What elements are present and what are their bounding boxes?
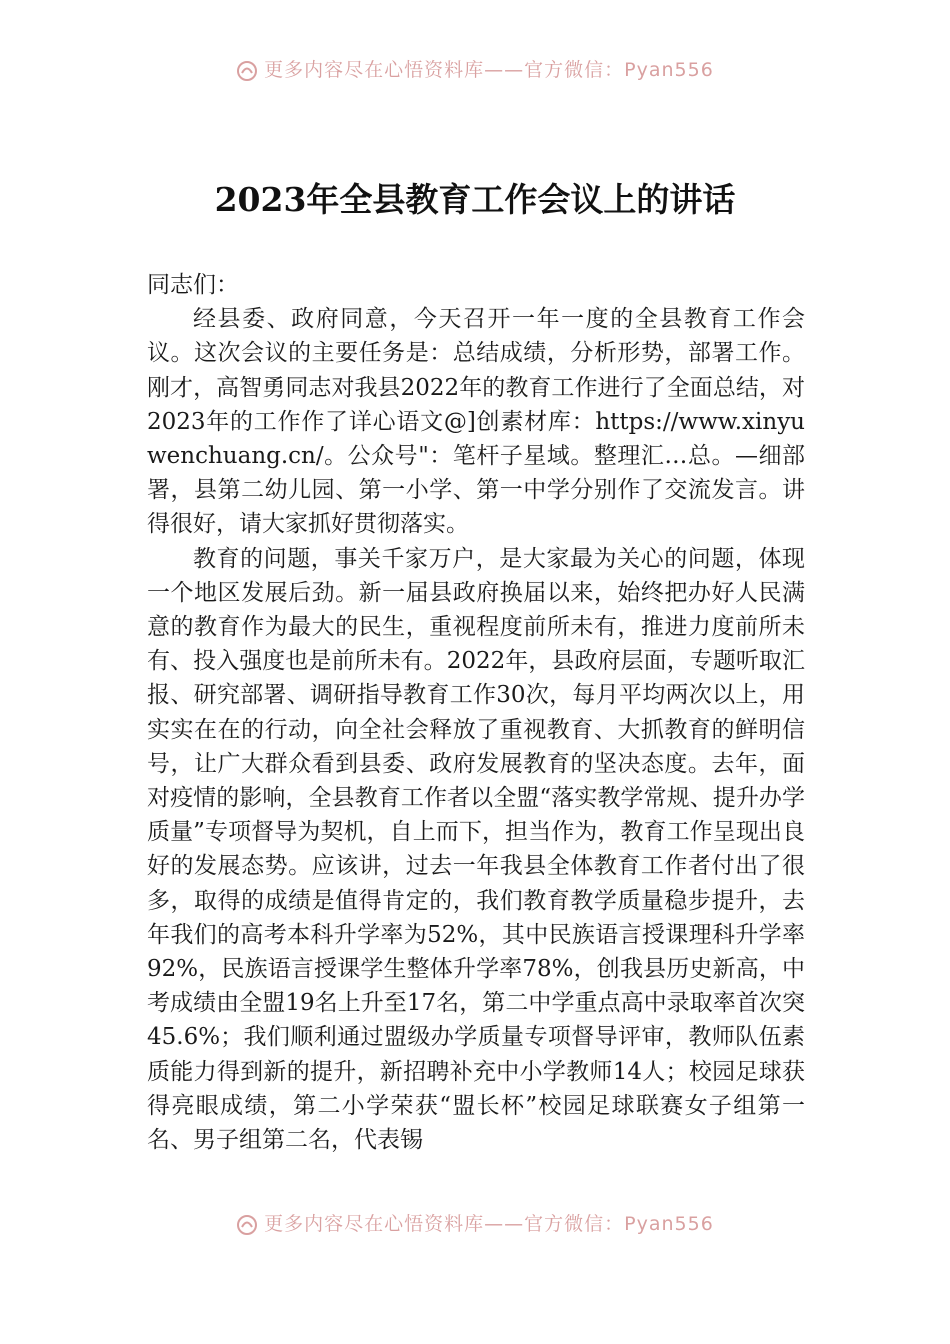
document-body (147, 268, 805, 1157)
document-title: 2023年全县教育工作会议上的讲话 (214, 180, 736, 219)
salutation: 同志们： (147, 272, 239, 298)
footer-watermark (0, 1212, 950, 1236)
watermark-text: 更多内容尽在心悟资料库——官方微信：Pyan556 (264, 59, 714, 81)
paragraph-1: 经县委、政府同意，今天召开一年一度的全县教育工作会议。这次会议的主要任务是：总结成绩，分析形势，部署工作。刚才，高智勇同志对我县2022年的教育工作进行了全面总结，对2023年的工作作了详心语文@]创素材库：https://www.xinyuwenchuang.cn/。公众号"：笔杆子星域。整理汇…总。—细部署，县第二幼儿园、第一小学、第一中学分别作了交流发言。讲得很好，请大家抓好贯彻落实。 (147, 306, 805, 538)
watermark-text: 更多内容尽在心悟资料库——官方微信：Pyan556 (264, 1213, 714, 1235)
watermark-logo-icon (236, 60, 258, 82)
paragraph-2: 教育的问题，事关千家万户，是大家最为关心的问题，体现一个地区发展后劲。新一届县政府换届以来，始终把办好人民满意的教育作为最大的民生，重视程度前所未有，推进力度前所未有、投入强度也是前所未有。2022年，县政府层面，专题听取汇报、研究部署、调研指导教育工作30次，每月平均两次以上，用实实在在的行动，向全社会释放了重视教育、大抓教育的鲜明信号，让广大群众看到县委、政府发展教育的坚决态度。去年，面对疫情的影响，全县教育工作者以全盟“落实教学常规、提升办学质量”专项督导为契机，自上而下，担当作为，教育工作呈现出良好的发展态势。应该讲，过去一年我县全体教育工作者付出了很多，取得的成绩是值得肯定的，我们教育教学质量稳步提升，去年我们的高考本科升学率为52%，其中民族语言授课理科升学率92%，民族语言授课学生整体升学率78%，创我县历史新高，中考成绩由全盟19名上升至17名，第二中学重点高中录取率首次突45.6%；我们顺利通过盟级办学质量专项督导评审，教师队伍素质能力得到新的提升，新招聘补充中小学教师14人；校园足球获得亮眼成绩，第二小学荣获“盟长杯”校园足球联赛女子组第一名、男子组第二名，代表锡 (147, 545, 805, 1154)
header-watermark (0, 58, 950, 82)
watermark-logo-icon (236, 1214, 258, 1236)
